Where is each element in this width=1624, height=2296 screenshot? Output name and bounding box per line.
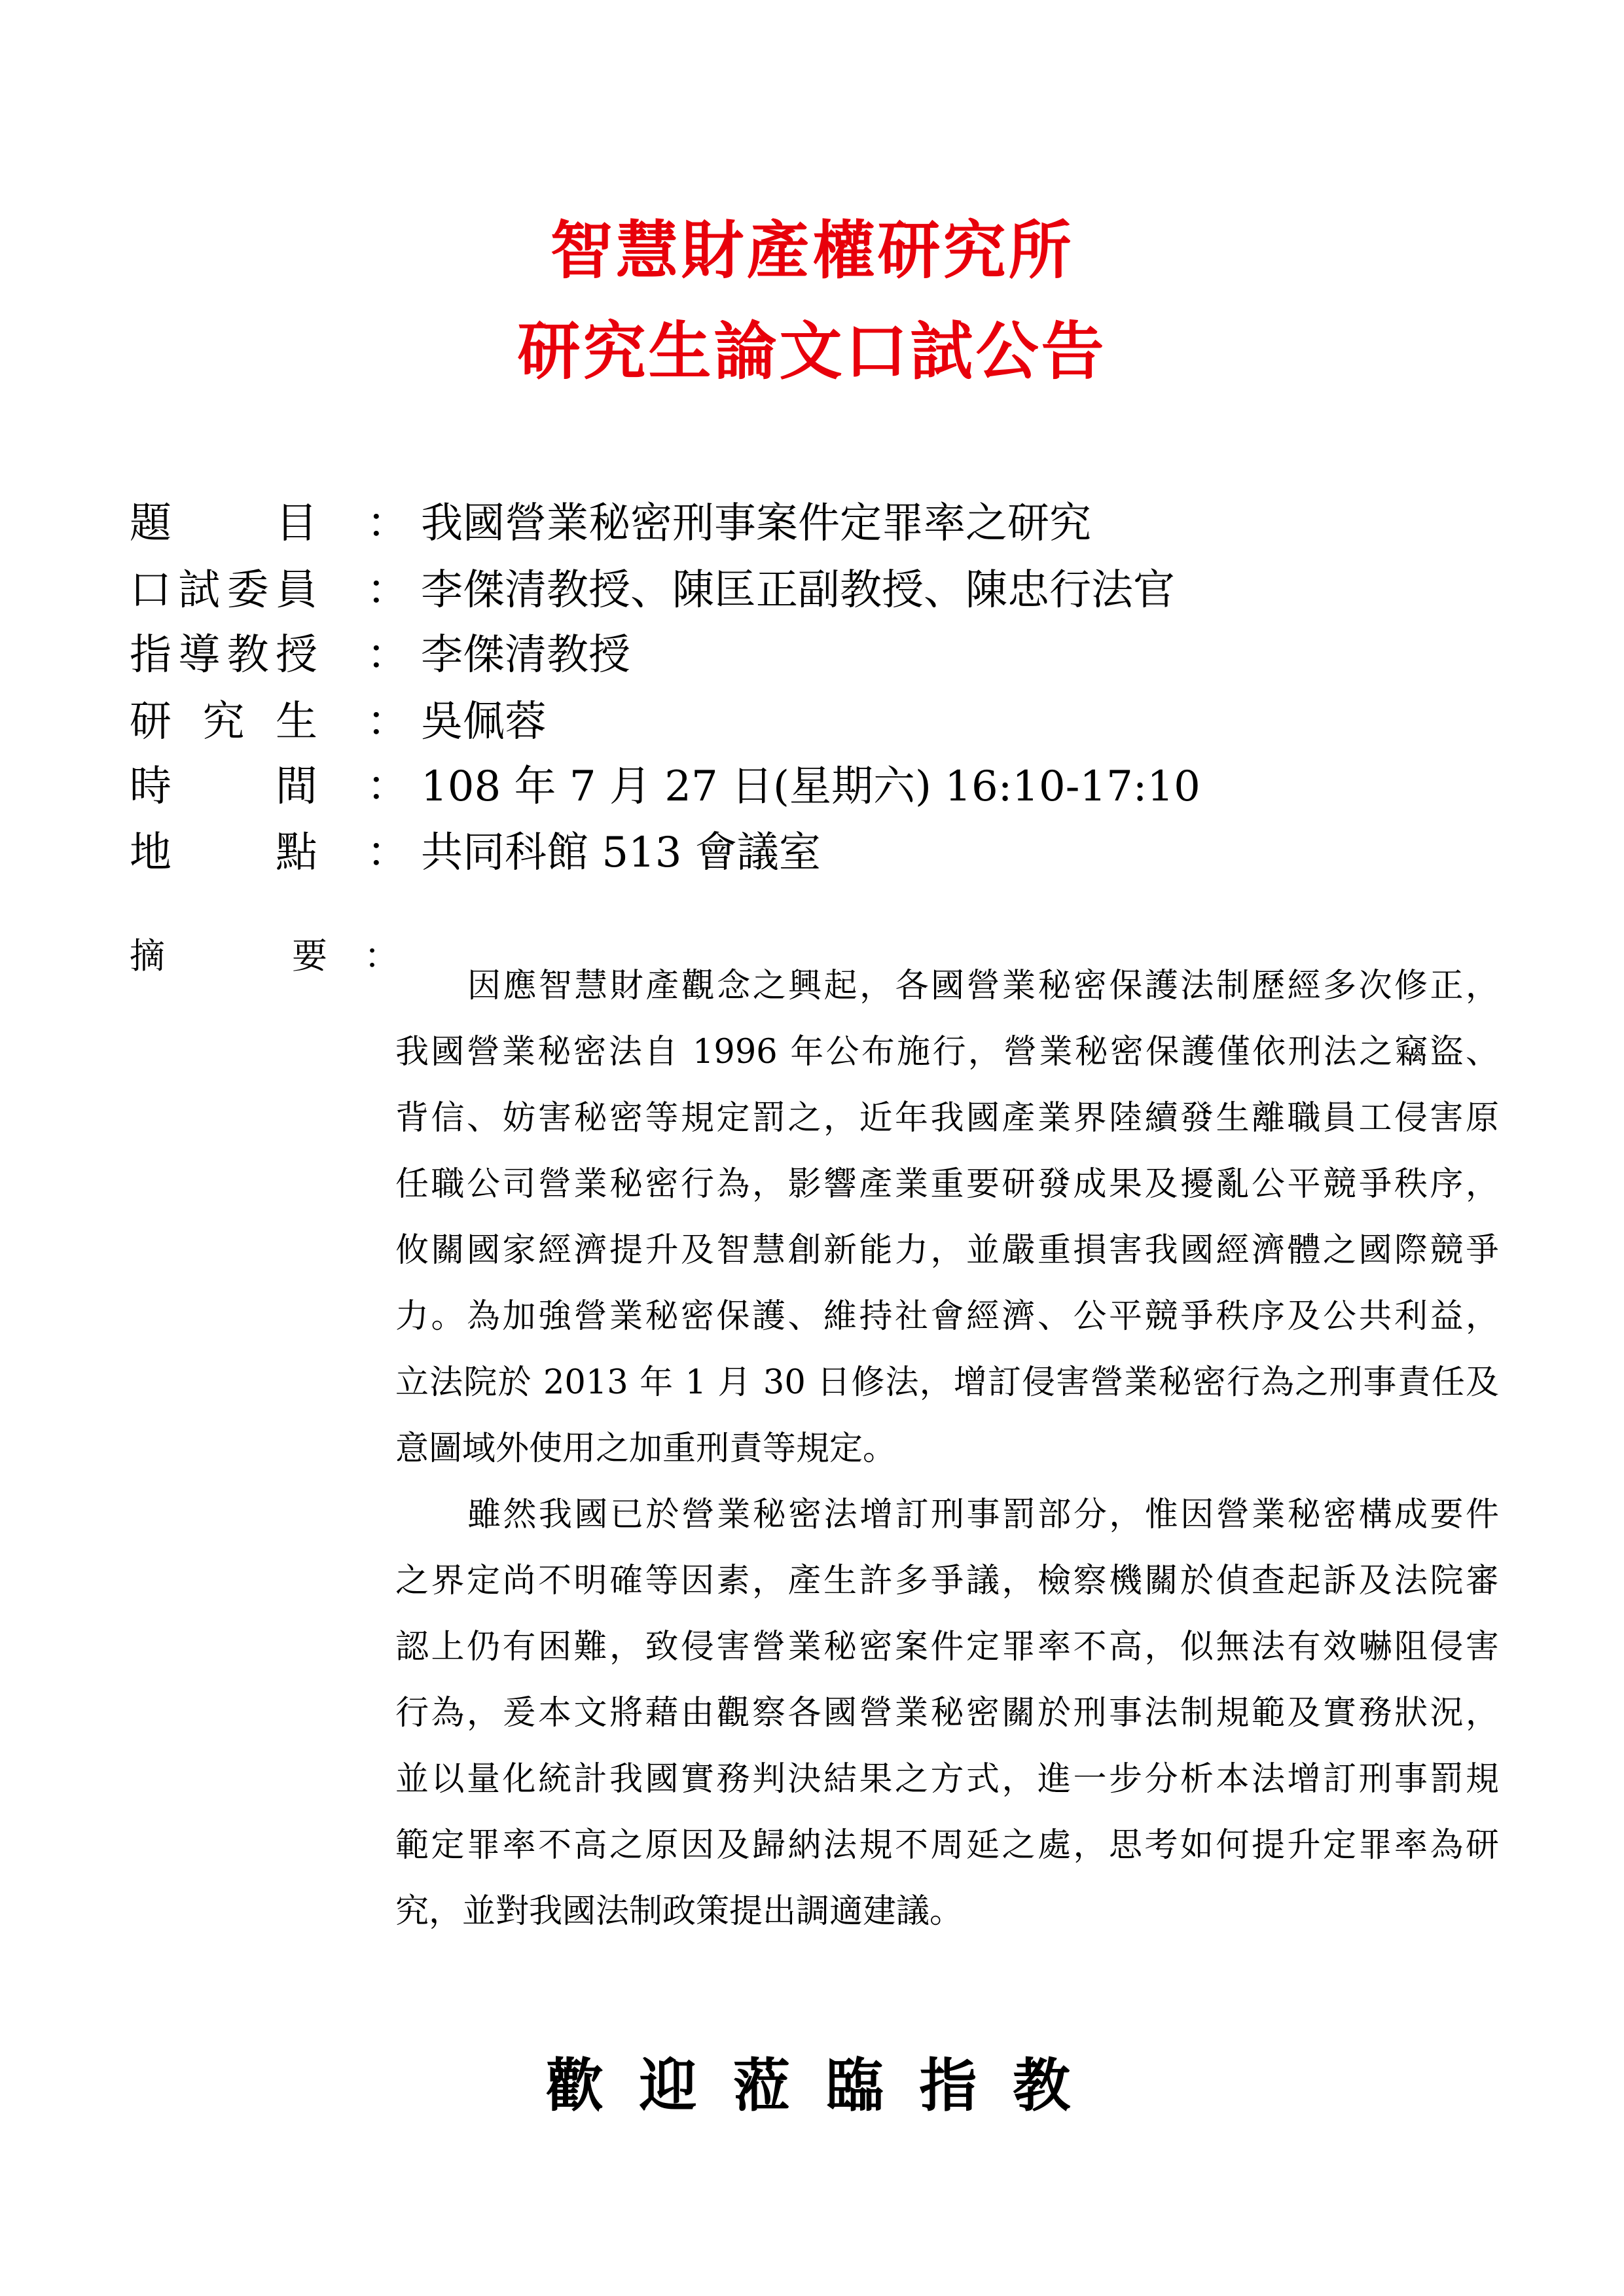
welcome-closing: 歡 迎 蒞 臨 指 教	[545, 2051, 1079, 2119]
info-value: 李傑清教授	[421, 631, 630, 679]
abstract-body	[395, 953, 1499, 1945]
info-row-advisor	[130, 622, 1439, 688]
abstract-line: 力。為加強營業秘密保護、維持社會經濟、公平競爭秩序及公共利益，	[395, 1297, 1499, 1336]
info-label: 地 點	[130, 829, 317, 877]
info-value: 我國營業秘密刑事案件定罪率之研究	[421, 499, 1091, 548]
abstract-line: 之界定尚不明確等因素，產生許多爭議，檢察機關於偵查起訴及法院審	[395, 1562, 1499, 1600]
abstract-line: 任職公司營業秘密行為，影響產業重要研發成果及擾亂公平競爭秩序，	[395, 1165, 1499, 1204]
info-row-student	[130, 689, 1439, 755]
info-row-time	[130, 754, 1439, 819]
abstract-line: 意圖域外使用之加重刑責等規定。	[395, 1429, 897, 1468]
abstract-line: 並以量化統計我國實務判決結果之方式，進一步分析本法增訂刑事罰規	[395, 1760, 1499, 1799]
info-label: 研 究 生	[130, 698, 317, 746]
abstract-paragraph	[395, 953, 1499, 1482]
abstract-colon: ：	[364, 935, 399, 977]
announcement-title: 研究生論文口試公告	[517, 314, 1107, 388]
info-value: 108 年 7 月 27 日(星期六) 16:10-17:10	[421, 762, 1200, 811]
abstract-line: 認上仍有困難，致侵害營業秘密案件定罪率不高，似無法有效嚇阻侵害	[395, 1628, 1499, 1666]
abstract-line: 攸關國家經濟提升及智慧創新能力，並嚴重損害我國經濟體之國際競爭	[395, 1231, 1499, 1270]
info-label: 指導教授	[130, 631, 317, 679]
abstract-line: 我國營業秘密法自 1996 年公布施行，營業秘密保護僅依刑法之竊盜、	[395, 1033, 1499, 1071]
info-colon: ：	[367, 762, 408, 811]
info-value: 李傑清教授、陳匡正副教授、陳忠行法官	[421, 566, 1175, 615]
info-colon: ：	[367, 566, 408, 615]
info-value: 共同科館 513 會議室	[421, 829, 821, 877]
info-value: 吳佩蓉	[421, 698, 547, 746]
info-row-committee	[130, 558, 1439, 623]
abstract-heading	[130, 929, 405, 983]
info-row-topic	[130, 491, 1439, 556]
abstract-line: 雖然我國已於營業秘密法增訂刑事罰部分，惟因營業秘密構成要件	[467, 1496, 1499, 1534]
info-row-location	[130, 820, 1439, 886]
abstract-paragraph	[395, 1482, 1499, 1945]
info-label: 口試委員	[130, 566, 317, 615]
institute-title: 智慧財產權研究所	[550, 213, 1074, 287]
info-label: 題 目	[130, 499, 317, 548]
info-colon: ：	[367, 829, 408, 877]
abstract-line: 立法院於 2013 年 1 月 30 日修法，增訂侵害營業秘密行為之刑事責任及	[395, 1363, 1499, 1402]
info-colon: ：	[367, 499, 408, 548]
info-label: 時 間	[130, 762, 317, 811]
abstract-line: 因應智慧財產觀念之興起，各國營業秘密保護法制歷經多次修正，	[467, 967, 1499, 1005]
info-colon: ：	[367, 631, 408, 679]
abstract-line: 範定罪率不高之原因及歸納法規不周延之處，思考如何提升定罪率為研	[395, 1826, 1499, 1865]
abstract-label: 摘 要	[130, 935, 327, 977]
abstract-line: 行為，爰本文將藉由觀察各國營業秘密關於刑事法制規範及實務狀況，	[395, 1694, 1499, 1732]
abstract-line: 背信、妨害秘密等規定罰之，近年我國產業界陸續發生離職員工侵害原	[395, 1099, 1499, 1138]
info-colon: ：	[367, 698, 408, 746]
abstract-line: 究，並對我國法制政策提出調適建議。	[395, 1892, 964, 1931]
